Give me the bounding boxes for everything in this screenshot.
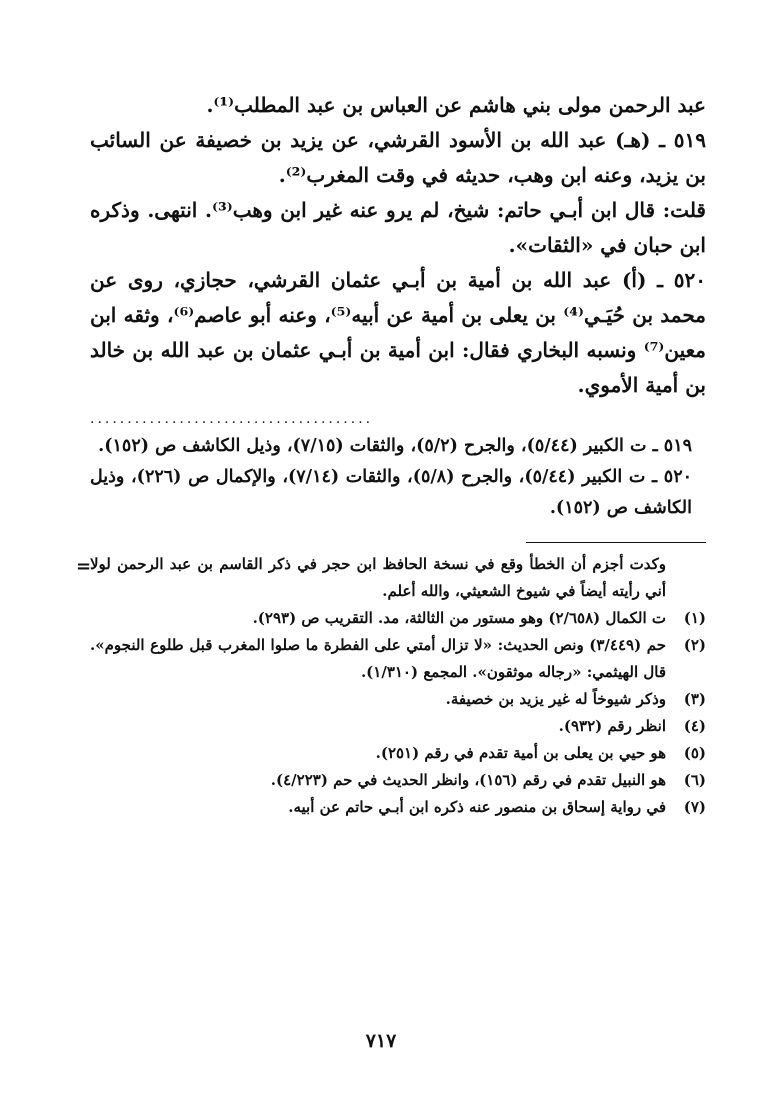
reference-519: ٥١٩ ـ ت الكبير (٥/٤٤)، والجرح (٥/٢)، والثقات (٧/١٥)، وذيل الكاشف ص (١٥٢).	[98, 436, 692, 456]
footnote-text: حم (٣/٤٤٩) ونص الحديث: «لا تزال أمتي على الفطرة ما صلوا المغرب قبل طلوع النجوم». قال الهيثمي: «رجاله موثقون». المجمع (١/٣١٠).	[90, 636, 666, 681]
footnotes	[76, 551, 706, 821]
footnote-rule	[526, 542, 706, 543]
footnote-text: ت الكمال (٢/٦٥٨) وهو مستور من الثالثة، مد. التقريب ص (٢٩٣).	[252, 609, 666, 627]
footnote-number: (٣)	[683, 690, 706, 708]
footnote-number: (٧)	[683, 798, 706, 816]
footnote-number: (٦)	[683, 771, 706, 789]
commentary-519: قلت: قال ابن أبـي حاتم: شيخ، لم يرو عنه غير ابن وهب⁽³⁾. انتهى. وذكره ابن حبان في «الثقات».	[90, 198, 706, 257]
continuation-mark: =	[76, 556, 92, 577]
page-number: ٧١٧	[365, 1030, 397, 1052]
footnote-text: وذكر شيوخاً له غير يزيد بن خصيفة.	[445, 690, 666, 708]
continuation-text: وكدت أجزم أن الخطأ وقع في نسخة الحافظ ابن حجر في ذكر القاسم بن عبد الرحمن لولا أني رأيته أيضاً في شيوخ الشعيثي، والله أعلم.	[90, 555, 666, 600]
footnote-text: انظر رقم (٩٣٢).	[558, 717, 666, 735]
footnote-2	[90, 632, 706, 686]
footnote-number: (٥)	[683, 744, 706, 762]
main-text	[90, 88, 706, 403]
footnote-6	[90, 767, 706, 794]
main-line-1: عبد الرحمن مولى بني هاشم عن العباس بن عبد المطلب⁽¹⁾.	[206, 93, 706, 117]
footnote-3	[90, 686, 706, 713]
entry-520: ٥٢٠ ـ (أ) عبد الله بن أمية بن أبـي عثمان القرشي، حجازي، روى عن محمد بن حُيَـي⁽⁴⁾ بن يعلى بن أمية عن أبيه⁽⁵⁾، وعنه أبو عاصم⁽⁶⁾، وثقه ابن معين⁽⁷⁾ ونسبه البخاري فقال: ابن أمية بن أبـي عثمان بن عبد الله بن خالد بن أمية الأموي.	[90, 268, 706, 397]
footnote-number: (١)	[683, 609, 706, 627]
footnote-number: (٢)	[683, 636, 706, 654]
dotted-separator: ......................................	[90, 411, 374, 425]
footnote-text: هو حيي بن يعلى بن أمية تقدم في رقم (٢٥١).	[375, 744, 666, 762]
footnote-text: في رواية إسحاق بن منصور عنه ذكره ابن أبـي حاتم عن أبيه.	[288, 798, 666, 816]
references-block	[90, 431, 706, 524]
footnote-text: هو النبيل تقدم في رقم (١٥٦)، وانظر الحديث في حم (٤/٢٢٣).	[270, 771, 666, 789]
footnote-5	[90, 740, 706, 767]
footnote-4	[90, 713, 706, 740]
footnote-1	[90, 605, 706, 632]
footnote-continuation	[76, 551, 706, 605]
reference-520: ٥٢٠ ـ ت الكبير (٥/٤٤)، والجرح (٥/٨)، والثقات (٧/١٤)، والإكمال ص (٢٢٦)، وذيل الكاشف ص (١٥٢).	[90, 467, 692, 518]
page-body	[76, 88, 706, 821]
footnote-number: (٤)	[683, 717, 706, 735]
entry-519: ٥١٩ ـ (هـ) عبد الله بن الأسود القرشي، عن يزيد بن خصيفة عن السائب بن يزيد، وعنه ابن وهب، حديثه في وقت المغرب⁽²⁾.	[90, 128, 706, 187]
footnote-7	[90, 794, 706, 821]
